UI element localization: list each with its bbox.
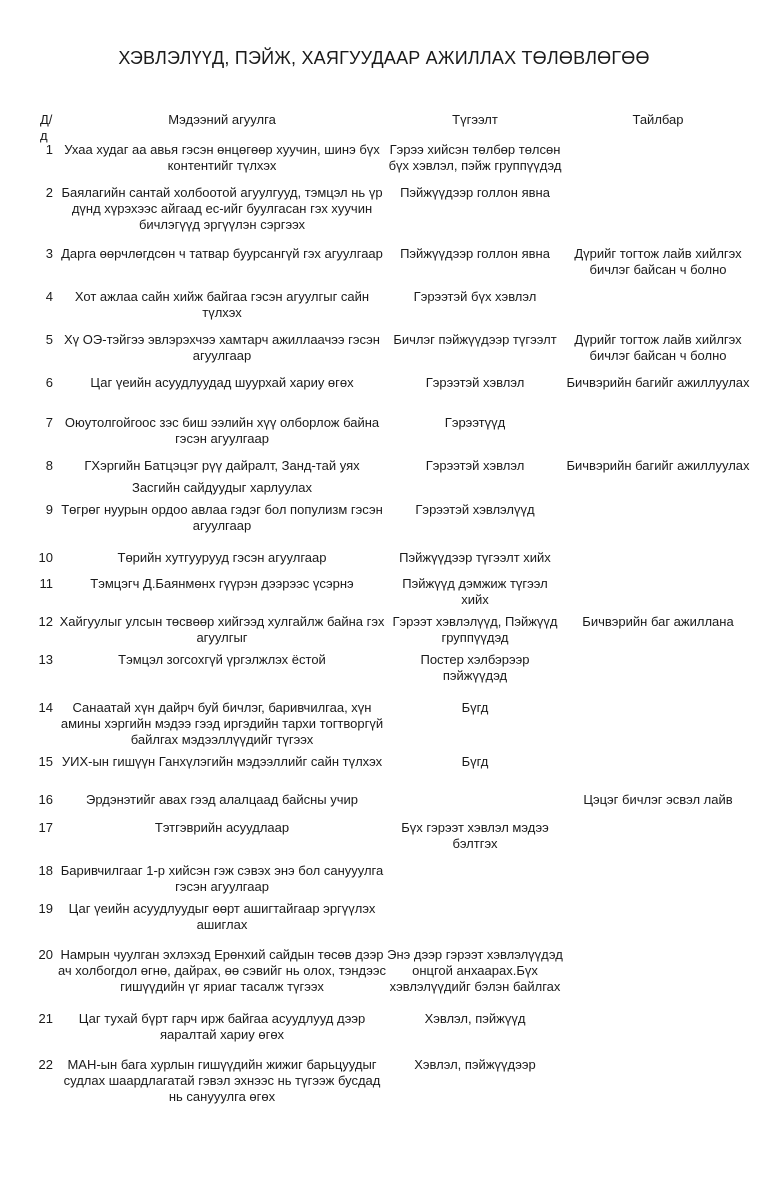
row-coverage: Бүгд	[461, 754, 489, 769]
table-header	[0, 112, 768, 142]
row-num: 10	[38, 550, 53, 565]
row-topic-line: ГХэргийн Батцэцэг рүү дайралт, Занд-тай уях	[84, 458, 360, 473]
table-row	[0, 754, 768, 792]
row-num: 13	[38, 652, 53, 667]
row-coverage: Гэрээтүүд	[444, 415, 506, 430]
table-row	[0, 947, 768, 1011]
row-num: 7	[45, 415, 53, 430]
row-topic: Хайгуулыг улсын төсвөөр хийгээд хулгайлж байна гэх агуулгыг	[59, 614, 385, 645]
page-title: ХЭВЛЭЛҮҮД, ПЭЙЖ, ХАЯГУУДААР АЖИЛЛАХ ТӨЛӨВЛӨГӨӨ	[118, 48, 650, 68]
row-num: 19	[38, 901, 53, 916]
row-topic: Цаг үеийн асуудлуудад шуурхай хариу өгөх	[90, 375, 354, 390]
header-coverage: Түгээлт	[452, 112, 498, 127]
row-coverage: Хэвлэл, пэйжүүд	[424, 1011, 526, 1026]
row-num: 1	[45, 142, 53, 157]
row-num: 15	[38, 754, 53, 769]
row-num: 11	[39, 576, 53, 591]
row-topic: Тэтгэврийн асуудлаар	[154, 820, 290, 835]
header-topic: Мэдээний агуулга	[168, 112, 276, 127]
table-row	[0, 863, 768, 901]
row-topic-extra: Засгийн сайдуудыг харлуулах	[131, 480, 313, 495]
row-topic: МАН-ын бага хурлын гишүүдийн жижиг барьцуудыг судлах шаардлагатай гэвэл эхнээс нь түгээж бусдад нь санууулга өгөх	[63, 1057, 381, 1104]
row-num: 3	[45, 246, 53, 261]
table-row	[0, 700, 768, 754]
row-coverage: Гэрээт хэвлэлүүд, Пэйжүүд группүүдэд	[392, 614, 558, 645]
row-note: Бичвэрийн баг ажиллана	[582, 614, 734, 629]
row-topic: Төгрөг нуурын ордоо авлаа гэдэг бол популизм гэсэн агуулгаар	[61, 502, 383, 533]
table-row	[0, 901, 768, 947]
row-topic: Ухаа худаг аа авья гэсэн өнцөгөөр хуучин, шинэ бүх контентийг түлхэх	[64, 142, 380, 173]
row-topic: Санаатай хүн дайрч буй бичлэг, баривчилгаа, хүн амины хэргийн мэдээ гээд иргэдийн тархи тогтворгүй байлгах мэдээллүүдийг түгээх	[60, 700, 384, 747]
table-row	[0, 550, 768, 576]
row-coverage: Пэйжүүд дэмжиж түгээл хийх	[402, 576, 548, 607]
table-row	[0, 614, 768, 652]
row-topic: Тэмцэгч Д.Баянмөнх гүүрэн дээрээс үсэрнэ	[90, 576, 354, 591]
header-num: Д/д	[40, 112, 53, 143]
row-topic	[57, 458, 387, 496]
table-row	[0, 142, 768, 185]
header-note: Тайлбар	[632, 112, 684, 127]
row-topic: Хү ОЭ-тэйгээ эвлэрэхчээ хамтарч ажиллаачээ гэсэн агуулгаар	[64, 332, 380, 363]
row-coverage: Гэрээ хийсэн төлбөр төлсөн бүх хэвлэл, пэйж группүүдэд	[388, 142, 562, 173]
row-note: Дүрийг тогтож лайв хийлгэх бичлэг байсан ч болно	[574, 332, 742, 363]
table-row	[0, 375, 768, 415]
row-num: 4	[45, 289, 53, 304]
table-row	[0, 820, 768, 863]
row-topic: Төрийн хутгуурууд гэсэн агуулгаар	[117, 550, 327, 565]
row-num: 5	[45, 332, 53, 347]
row-num: 9	[45, 502, 53, 517]
row-topic: Цаг үеийн асуудлуудыг өөрт ашигтайгаар эргүүлэх ашиглах	[68, 901, 376, 932]
row-coverage: Энэ дээр гэрээт хэвлэлүүдэд онцгой анхаарах.Бүх хэвлэлүүдийг бэлэн байлгах	[387, 947, 563, 994]
row-topic: Эрдэнэтийг авах гээд алалцаад байсны учир	[85, 792, 359, 807]
table-row	[0, 415, 768, 458]
row-topic: Дарга өөрчлөгдсөн ч татвар буурсангүй гэх агуулгаар	[61, 246, 383, 261]
table-row	[0, 502, 768, 550]
row-coverage: Бүгд	[461, 700, 489, 715]
row-num: 8	[45, 458, 53, 473]
row-topic: Баялагийн сантай холбоотой агуулгууд, тэмцэл нь үр дүнд хүрэхээс айгаад ес-ийг буулгасан гэх хуучин бичлэгүүд эргүүлэн сэргээх	[61, 185, 383, 232]
row-coverage: Хэвлэл, пэйжүүдээр	[414, 1057, 536, 1072]
table-row	[0, 652, 768, 700]
table-row	[0, 1057, 768, 1117]
row-coverage: Гэрээтэй бүх хэвлэл	[413, 289, 537, 304]
row-topic: Оюутолгойгоос зэс биш ээлийн хүү олборлож байна гэсэн агуулгаар	[64, 415, 380, 446]
row-coverage: Постер хэлбэрээр пэйжүүдэд	[420, 652, 530, 683]
row-coverage: Пэйжүүдээр голлон явна	[400, 185, 550, 200]
row-coverage: Гэрээтэй хэвлэл	[425, 375, 525, 390]
row-note: Бичвэрийн багийг ажиллуулах	[566, 375, 750, 390]
row-num: 22	[38, 1057, 53, 1072]
table-row	[0, 332, 768, 375]
row-note: Цэцэг бичлэг эсвэл лайв	[583, 792, 733, 807]
row-num: 20	[38, 947, 53, 962]
table-row	[0, 246, 768, 289]
row-num: 6	[45, 375, 53, 390]
row-topic: Баривчилгааг 1-р хийсэн гэж сэвэх энэ бол санууулга гэсэн агуулгаар	[60, 863, 384, 894]
row-topic: УИХ-ын гишүүн Ганхүлэгийн мэдээллийг сайн түлхэх	[61, 754, 383, 769]
row-coverage: Пэйжүүдээр голлон явна	[400, 246, 550, 261]
table-row	[0, 458, 768, 502]
row-topic: Хот ажлаа сайн хийж байгаа гэсэн агуулгыг сайн түлхэх	[74, 289, 370, 320]
row-note: Бичвэрийн багийг ажиллуулах	[566, 458, 750, 473]
table-row	[0, 576, 768, 614]
plan-table	[0, 112, 768, 1117]
row-coverage: Гэрээтэй хэвлэлүүд	[415, 502, 535, 517]
row-coverage: Бүх гэрээт хэвлэл мэдээ бэлтгэх	[401, 820, 549, 851]
table-row	[0, 792, 768, 820]
row-num: 14	[38, 700, 53, 715]
row-coverage: Бичлэг пэйжүүдээр түгээлт	[393, 332, 557, 347]
table-row	[0, 185, 768, 246]
row-coverage: Пэйжүүдээр түгээлт хийх	[399, 550, 551, 565]
row-num: 2	[45, 185, 53, 200]
row-num: 21	[38, 1011, 53, 1026]
row-topic: Цаг тухай бүрт гарч ирж байгаа асуудлууд дээр яаралтай хариу өгөх	[78, 1011, 366, 1042]
row-num: 12	[38, 614, 53, 629]
row-num: 18	[38, 863, 53, 878]
row-note: Дүрийг тогтож лайв хийлгэх бичлэг байсан ч болно	[574, 246, 742, 277]
row-coverage: Гэрээтэй хэвлэл	[425, 458, 525, 473]
row-topic: Тэмцэл зогсохгүй үргэлжлэх ёстой	[118, 652, 326, 667]
row-topic: Намрын чуулган эхлэхэд Ерөнхий сайдын төсөв дээр ач холбогдол өгнө, дайрах, өө сэвийг нь олох, тэндээс гишүүдийн үг яриаг тасалж түгээх	[57, 947, 387, 994]
table-row	[0, 1011, 768, 1057]
row-num: 17	[38, 820, 53, 835]
row-num: 16	[38, 792, 53, 807]
table-row	[0, 289, 768, 332]
